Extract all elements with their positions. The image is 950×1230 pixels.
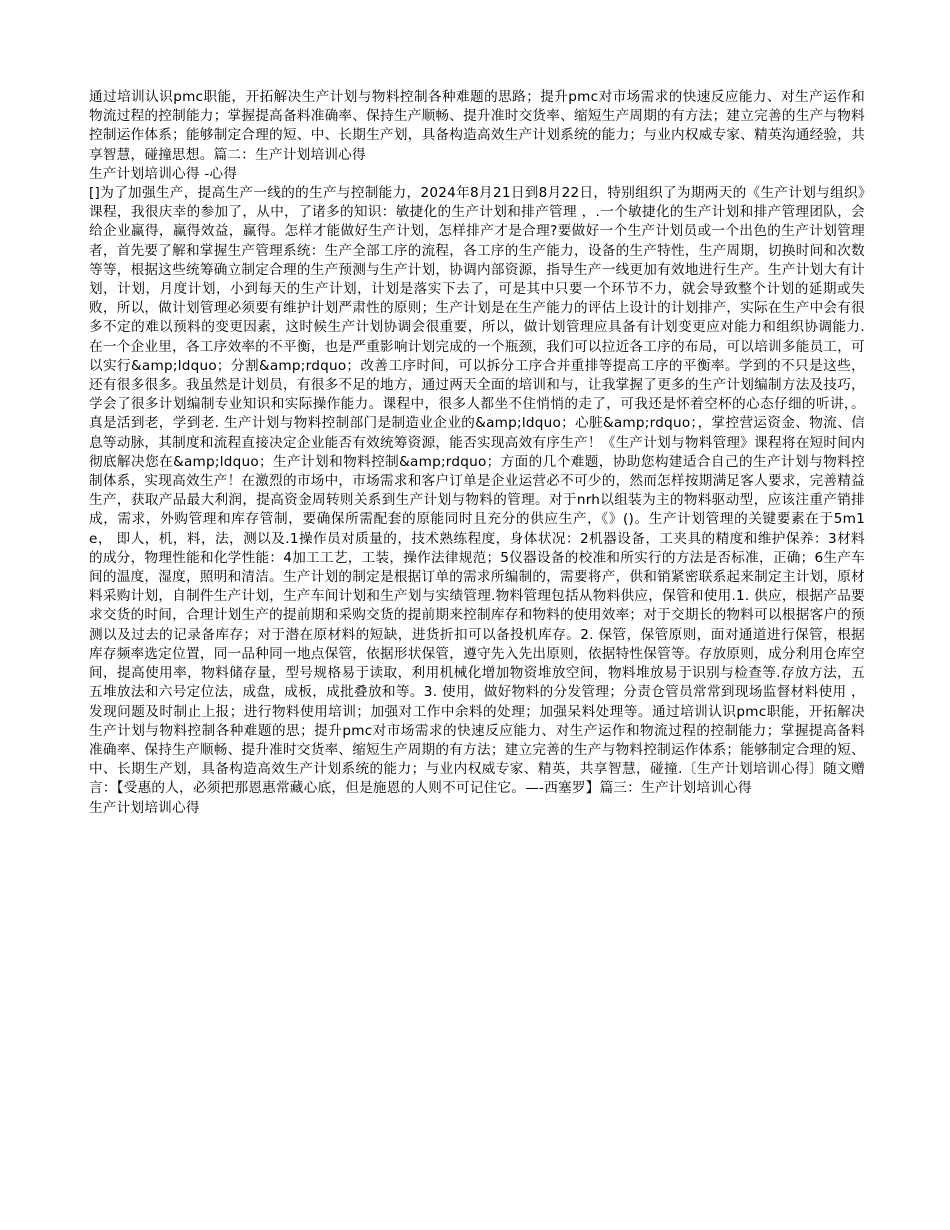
paragraph-main: []为了加强生产，提高生产一线的的生产与控制能力，2024年8月21日到8月22日，特别组织了为期两天的《生产计划与组织》课程，我很庆幸的参加了，从中，了诸多的知识：敏捷化的生产计划和排产管理 ，.一个敏捷化的生产计划和排产管理团队，会给企业赢得，赢得效益，赢得。怎样才能做好生产计划，怎样排产才是合理?要做好一个生产计划员或一个出色的生产计划管理者，首先要了解和掌握生产管理系统：生产全部工序的流程，各工序的生产能力，设备的生产特性，生产周期，切换时间和次数等等，根据这些统筹确立制定合理的生产预测与生产计划，协调内部资源，指导生产一线更加有效地进行生产。生产计划大有计划，计划，月度计划，小到每天的生产计划，计划是落实下去了，可是其中只要一个环节不力，就会导致整个计划的延期或失败，所以，做计划管理必须要有维护计划严肃性的原则；生产计划是在生产能力的评估上设计的计划排产，实际在生产中会有很多不定的难以预料的变更因素，这时候生产计划协调会很重要，所以，做计划管理应具备有计划变更应对能力和组织协调能力.在一个企业里，各工序效率的不平衡，也是严重影响计划完成的一个瓶颈，我们可以拉近各工序的布局，可以培训多能员工，可以实行&amp;ldquo；分割&amp;rdquo；改善工序时间，可以拆分工序合并重排等提高工序的平衡率。学到的不只是这些，还有很多很多。我虽然是计划员，有很多不足的地方，通过两天全面的培训和与，让我掌握了更多的生产计划编制方法及技巧，学会了很多计划编制专业知识和实际操作能力。课程中，很多人都坐不住悄悄的走了，可我还是怀着空杯的心态仔细的听讲，。真是活到老，学到老. 生产计划与物料控制部门是制造业企业的&amp;ldquo；心脏&amp;rdquo；，掌控营运资金、物流、信息等动脉，其制度和流程直接决定企业能否有效统筹资源，能否实现高效有序生产！《生产计划与物料管理》课程将在短时间内彻底解决您在&amp;ldquo；生产计划和物料控制&amp;rdquo；方面的几个难题，协助您构建适合自己的生产计划与物料控制体系，实现高效生产！在激烈的市场中，市场需求和客户订单是企业运营必不可少的，然而怎样按期满足客人要求，完善精益生产，获取产品最大利润，提高资金周转则关系到生产计划与物料的管理。对于nrh以组装为主的物料驱动型，应该注重产销排成，需求，外购管理和库存管制，要确保所需配套的原能同时且充分的供应生产，《》()。生产计划管理的关键要素在于5m1e， 即人，机，料，法，测以及.1操作员对质量的，技术熟练程度，身体状况：2机器设备，工夹具的精度和维护保养：3材料的成分，物理性能和化学性能：4加工工艺，工装，操作法律规范；5仪器设备的校准和所实行的方法是否标准，正确；6生产车间的温度，湿度，照明和清洁。生产计划的制定是根据订单的需求所编制的，需要将产，供和销紧密联系起来制定主计划，原材料采购计划，自制件生产计划，生产车间计划和生产划与实绩管理.物料管理包括从物料供应，保管和使用.1. 供应，根据产品要求交货的时间，合理计划生产的提前期和采购交货的提前期来控制库存和物料的使用效率；对于交期长的物料可以根据客户的预测以及过去的记录备库存；对于潜在原材料的短缺，进货折扣可以备投机库存。2. 保管，保管原则，面对通道进行保管，根据库存频率选定位置，同一品种同一地点保管，依据形状保管，遵守先入先出原则，依据特性保管等。存放原则，成分利用仓库空间，提高使用率，物料储存量，型号规格易于读取，利用机械化增加物资堆放空间，物料堆放易于识别与检查等.存放方法，五五堆放法和六号定位法，成盘，成板，成批叠放和等。3. 使用，做好物料的分发管理；分责仓管员常常到现场监督材料使用 ，发现问题及时制止上报；进行物料使用培训；加强对工作中余料的处理；加强呆料处理等。通过培训认识pmc职能，开拓解决生产计划与物料控制各种难题的思；提升pmc对市场需求的快速反应能力、对生产运作和物流过程的控制能力；掌握提高备料准确率、保持生产顺畅、提升准时交货率、缩短生产周期的有方法；建立完善的生产与物料控制运作体系；能够制定合理的短、中、长期生产划，具备构造高效生产计划系统的能力；与业内权威专家、精英，共享智慧，碰撞.〔生产计划培训心得〕随文赠言：【受惠的人，必须把那恩惠常藏心底，但是施恩的人则不可记住它。—-西塞罗】篇三：生产计划培训心得 [89,185,865,797]
paragraph-intro: 通过培训认识pmc职能，开拓解决生产计划与物料控制各种难题的思路；提升pmc对市场需求的快速反应能力、对生产运作和物流过程的控制能力；掌握提高备料准确率、保持生产顺畅、提升准时交货率、缩短生产周期的有方法；建立完善的生产与物料控制运作体系；能够制定合理的短、中、长期生产划，具备构造高效生产计划系统的能力；与业内权威专家、精英沟通经验，共享智慧，碰撞思想。篇二：生产计划培训心得 [89,89,865,163]
document-body [89,88,865,818]
paragraph-heading-2: 生产计划培训心得 -心得 [89,165,238,182]
paragraph-heading-3: 生产计划培训心得 [89,799,200,816]
